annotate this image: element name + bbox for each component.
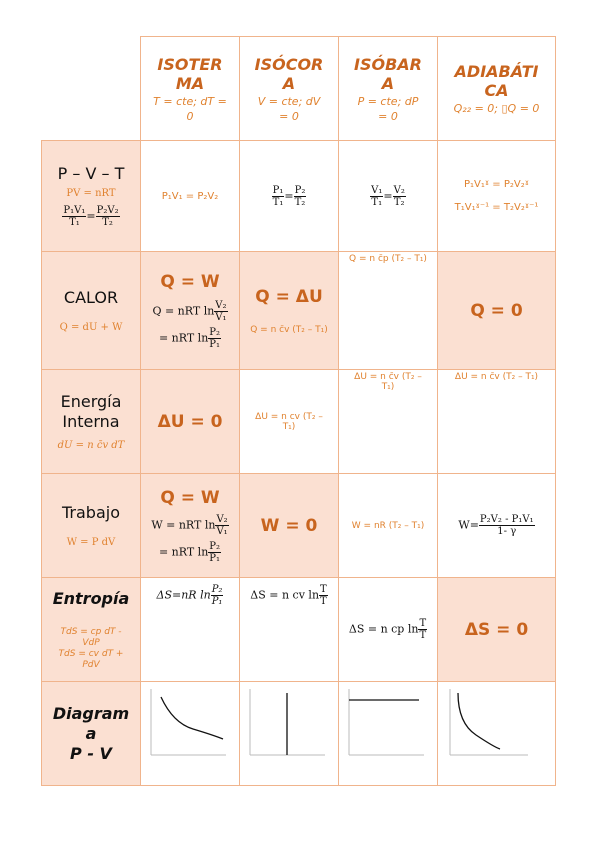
row-trabajo [42, 474, 556, 578]
equation: ΔU = n c̄v (T₂ – [354, 372, 422, 382]
entropia-isoterma [141, 578, 240, 682]
col-title: ISÓCOR [254, 54, 324, 74]
energia-isocora [240, 370, 339, 474]
row-formula: PdV [82, 659, 100, 670]
equation: ΔS = n cv ln $\frac{T}{T}$ [250, 584, 327, 607]
diagram-isocora [240, 682, 339, 786]
pvt-isobara [339, 141, 438, 252]
col-condition: P = cte; dP [357, 94, 419, 108]
big-equation: W = 0 [260, 515, 318, 536]
row-label: a [85, 723, 97, 743]
row-calor [42, 252, 556, 370]
col-condition: T = cte; dT = [153, 94, 227, 108]
row-label-pvt [42, 141, 141, 252]
equation: ΔU = n cv (T₂ – [255, 411, 323, 422]
row-formula: TdS = cp dT - [60, 626, 122, 637]
equation: = nRT ln $\frac{\text{P₂}}{\text{P₁}}$ [158, 540, 221, 564]
calor-isoterma [141, 252, 240, 370]
row-label: Energía [60, 392, 122, 411]
equation: W = nR (T₂ – T₁) [351, 520, 425, 531]
row-label-trabajo [42, 474, 141, 578]
row-pvt [42, 141, 556, 252]
equation: Q = nRT ln $\frac{\text{V₂}}{\text{V₁}}$ [152, 299, 227, 323]
equation-fraction: W= $\frac{\text{P₂V₂ - P₁V₁}}{1- \gamma}$ [458, 514, 534, 537]
equation: P₁V₁ = P₂V₂ [161, 190, 219, 202]
row-label: Diagram [52, 703, 130, 723]
entropia-isocora [240, 578, 339, 682]
equation: T₁) [282, 421, 296, 432]
row-label-entropia [42, 578, 141, 682]
col-title: ISOTER [157, 54, 223, 74]
calor-isobara [339, 252, 438, 370]
col-title: ADIABÁTI [454, 62, 539, 81]
header-row [42, 37, 556, 141]
equation: P₁V₁ˠ = P₂V₂ˠ [463, 179, 530, 190]
big-equation: Q = W [160, 487, 220, 508]
calor-isocora [240, 252, 339, 370]
calor-adiabatica [438, 252, 556, 370]
col-title: CA [484, 81, 509, 100]
row-entropia [42, 578, 556, 682]
row-formula: W = P dV [66, 537, 116, 548]
row-formula: dU = n c̄v dT [57, 440, 125, 451]
big-equation: ΔU = 0 [157, 411, 223, 432]
col-condition: = 0 [378, 109, 398, 123]
diagram-adiabatica [438, 682, 556, 786]
col-header-isoterma [141, 37, 240, 141]
equation: ΔS=nR ln $\frac{\text{P₂}}{\text{P₁}}$ [156, 584, 223, 607]
row-label: P – V – T [57, 164, 125, 183]
diagram-isoterma [141, 682, 240, 786]
row-label: Interna [62, 412, 120, 431]
corner-cell [42, 37, 141, 141]
row-label: CALOR [63, 288, 119, 307]
equation: W = nRT ln $\frac{\text{V₂}}{\text{V₁}}$ [151, 513, 228, 537]
entropia-adiabatica [438, 578, 556, 682]
equation-fraction: $\frac{\text{V₁}}{\text{T₁}}$ = $\frac{\text{V₂}}{\text{T₂}}$ [371, 184, 405, 208]
pvt-isocora [240, 141, 339, 252]
equation: T₁V₁ˠ⁻¹ = T₂V₂ˠ⁻¹ [454, 202, 539, 213]
row-formula: VdP [82, 637, 100, 648]
big-equation: Q = W [160, 271, 220, 292]
energia-isobara [339, 370, 438, 474]
row-formula-fraction: $\frac{\text{P₁V₁}}{\text{T₁}}$ = $\frac{\text{P₂V₂}}{\text{T₂}}$ [63, 205, 119, 228]
equation: ΔS = n cp ln $\frac{T}{T}$ [348, 618, 427, 641]
row-formula: TdS = cv dT + [58, 648, 124, 659]
col-header-adiabatica [438, 37, 556, 141]
equation: T₁) [381, 382, 395, 392]
big-equation: Q = ΔU [255, 286, 323, 307]
pvt-adiabatica [438, 141, 556, 252]
pv-diagram-isoterma [141, 683, 238, 785]
col-title: MA [175, 73, 205, 93]
diagram-isobara [339, 682, 438, 786]
thermo-table [41, 36, 556, 786]
col-condition: 0 [186, 109, 194, 123]
equation: Q = n c̄v (T₂ – T₁) [250, 324, 328, 335]
row-label: P - V [70, 743, 112, 763]
row-label: Trabajo [62, 503, 120, 522]
row-energia [42, 370, 556, 474]
equation-fraction: $\frac{\text{P₁}}{\text{T₁}}$ = $\frac{\text{P₂}}{\text{T₂}}$ [272, 184, 306, 208]
pv-diagram-isocora [240, 683, 337, 785]
trabajo-isobara [339, 474, 438, 578]
pv-diagram-adiabatica [438, 683, 554, 785]
big-equation: ΔS = 0 [464, 619, 529, 640]
energia-isoterma [141, 370, 240, 474]
pv-diagram-isobara [339, 683, 436, 785]
row-formula: PV = nRT [66, 188, 116, 199]
big-equation: Q = 0 [470, 300, 523, 321]
col-title: A [381, 73, 395, 93]
row-label-energia [42, 370, 141, 474]
col-header-isocora [240, 37, 339, 141]
col-title: A [282, 73, 296, 93]
trabajo-adiabatica [438, 474, 556, 578]
row-formula: Q = dU + W [59, 322, 123, 333]
equation: Q = n c̄p (T₂ – T₁) [349, 254, 427, 264]
col-condition: = 0 [279, 109, 299, 123]
col-header-isobara [339, 37, 438, 141]
trabajo-isoterma [141, 474, 240, 578]
entropia-isobara [339, 578, 438, 682]
row-label-calor [42, 252, 141, 370]
col-condition: V = cte; dV [257, 94, 321, 108]
trabajo-isocora [240, 474, 339, 578]
energia-adiabatica [438, 370, 556, 474]
row-label-diagrama [42, 682, 141, 786]
col-title: ISÓBAR [354, 54, 422, 74]
equation: ΔU = n c̄v (T₂ – T₁) [454, 372, 539, 382]
equation: = nRT ln $\frac{\text{P₂}}{\text{P₁}}$ [158, 326, 221, 350]
col-condition: Q₂₂ = 0; ▯Q = 0 [453, 102, 540, 115]
row-diagrama [42, 682, 556, 786]
pvt-isoterma [141, 141, 240, 252]
row-label: Entropía [52, 588, 130, 608]
